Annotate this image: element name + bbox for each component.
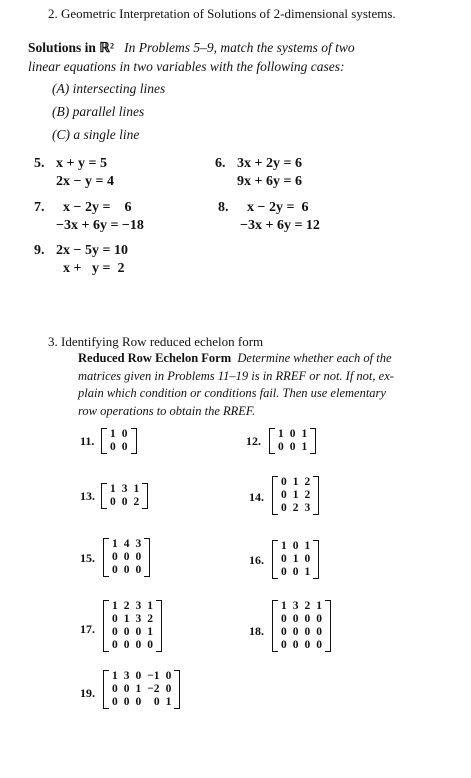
matrix-entry: 0 xyxy=(121,441,128,453)
matrix-entry: 0 xyxy=(281,626,287,638)
matrix-label-11: 11. xyxy=(80,434,95,448)
section-2-intro xyxy=(28,38,448,76)
matrix-entry: 0 xyxy=(112,639,118,651)
matrix-row xyxy=(278,639,325,652)
matrix-entries xyxy=(107,428,131,454)
matrix-entry: 3 xyxy=(135,613,142,625)
matrix-row xyxy=(109,683,174,696)
matrix-entry: 0 xyxy=(316,613,322,625)
problem-6 xyxy=(215,155,302,191)
matrix-entry: 1 xyxy=(292,489,299,501)
matrix-entry: 0 xyxy=(316,639,322,651)
matrix-entry: 4 xyxy=(123,538,130,550)
matrix-entry: 0 xyxy=(147,639,153,651)
matrix-row xyxy=(107,441,131,454)
matrix-16 xyxy=(272,540,319,579)
matrix-entries xyxy=(278,600,325,652)
matrix-entry: 0 xyxy=(292,613,299,625)
matrix-row xyxy=(109,626,156,639)
problem-5 xyxy=(34,155,114,191)
matrix-entry: 0 xyxy=(112,626,118,638)
matrix-entry: 0 xyxy=(281,613,287,625)
matrix-entry: 0 xyxy=(112,613,118,625)
matrix-entry: 0 xyxy=(135,564,142,576)
matrix-entry: 0 xyxy=(304,613,311,625)
matrix-entry: 0 xyxy=(165,683,172,695)
matrix-row xyxy=(278,502,313,515)
matrix-entry: 1 xyxy=(110,428,116,440)
matrix-entry: 1 xyxy=(304,566,311,578)
matrix-entry: 2 xyxy=(304,600,311,612)
matrix-entries xyxy=(109,538,144,577)
matrix-entry: 0 xyxy=(135,639,142,651)
matrix-entry: 1 xyxy=(112,538,118,550)
equation: x − 2y = 6 xyxy=(240,200,309,215)
matrix-entry: 0 xyxy=(292,566,299,578)
matrix-12 xyxy=(269,428,316,454)
matrix-entry: 1 xyxy=(110,483,116,495)
intro-text-line2: linear equations in two variables with the following cases: xyxy=(28,59,345,74)
equation: 2x − y = 4 xyxy=(56,174,114,189)
matrix-17 xyxy=(103,600,162,652)
matrix-entries xyxy=(278,476,313,515)
equation: −3x + 6y = 12 xyxy=(240,218,320,233)
matrix-row xyxy=(278,566,313,579)
problem-number: 5. xyxy=(34,156,45,171)
matrix-entry: 1 xyxy=(292,476,299,488)
matrix-entry: 1 xyxy=(304,540,311,552)
right-bracket xyxy=(142,483,148,509)
intro-text-line4: row operations to obtain the RREF. xyxy=(78,403,256,418)
matrix-row xyxy=(107,483,142,496)
matrix-entry: 0 xyxy=(278,441,284,453)
matrix-entry: 2 xyxy=(292,502,299,514)
right-bracket xyxy=(313,540,319,579)
matrix-label-15: 15. xyxy=(80,551,95,565)
problem-7 xyxy=(34,199,144,235)
matrix-row xyxy=(278,626,325,639)
matrix-entry: 0 xyxy=(123,564,130,576)
matrix-entry: 2 xyxy=(123,600,130,612)
matrix-entries xyxy=(107,483,142,509)
matrix-entry: 1 xyxy=(147,626,153,638)
equation: x + y = 2 xyxy=(56,261,125,276)
equation: 9x + 6y = 6 xyxy=(237,174,302,189)
matrix-entry: 0 xyxy=(289,428,296,440)
matrix-row xyxy=(109,600,156,613)
matrix-19 xyxy=(103,670,180,709)
matrix-entry: 0 xyxy=(112,564,118,576)
matrix-row xyxy=(278,553,313,566)
matrix-entry: 0 xyxy=(123,683,130,695)
matrix-row xyxy=(109,538,144,551)
section-3-heading: 3. Identifying Row reduced echelon form xyxy=(48,334,264,349)
matrix-row xyxy=(109,696,174,709)
matrix-13 xyxy=(101,483,148,509)
matrix-15 xyxy=(103,538,150,577)
matrix-entry: 1 xyxy=(278,428,284,440)
matrix-entry: 0 xyxy=(281,639,287,651)
matrix-entry: 3 xyxy=(292,600,299,612)
matrix-entry: 3 xyxy=(304,502,311,514)
matrix-entry: 0 xyxy=(135,551,142,563)
intro-text-line1: Determine whether each of the xyxy=(237,351,392,365)
matrix-entry: 1 xyxy=(316,600,322,612)
matrix-entry: 0 xyxy=(112,683,118,695)
right-bracket xyxy=(325,600,331,652)
matrix-entry: 0 xyxy=(281,489,287,501)
matrix-entry: 0 xyxy=(316,626,322,638)
matrix-entry: 0 xyxy=(121,428,128,440)
matrix-entry: 2 xyxy=(304,489,311,501)
matrix-entry: 1 xyxy=(301,428,308,440)
matrix-entry: 3 xyxy=(121,483,128,495)
matrix-entry: 1 xyxy=(135,683,142,695)
matrix-entry: 0 xyxy=(304,553,311,565)
matrix-entry: 1 xyxy=(112,670,118,682)
equation: x + y = 5 xyxy=(56,156,107,171)
matrix-entry: 2 xyxy=(304,476,311,488)
matrix-entry: 0 xyxy=(123,696,130,708)
matrix-entry: 1 xyxy=(165,696,172,708)
matrix-row xyxy=(109,564,144,577)
matrix-entry: 0 xyxy=(123,551,130,563)
problem-8 xyxy=(218,199,320,235)
matrix-entry: 1 xyxy=(281,540,287,552)
right-bracket xyxy=(144,538,150,577)
matrix-entry: 3 xyxy=(135,600,142,612)
matrix-entry: 1 xyxy=(292,553,299,565)
problem-number: 9. xyxy=(34,243,45,258)
matrix-entry: 0 xyxy=(121,496,128,508)
matrix-label-18: 18. xyxy=(249,624,264,638)
matrix-entries xyxy=(275,428,310,454)
matrix-entry: 1 xyxy=(123,613,130,625)
matrix-entry: 2 xyxy=(133,496,140,508)
intro-text-line2: matrices given in Problems 11–19 is in RREF or not. If not, ex- xyxy=(78,368,394,383)
right-bracket xyxy=(174,670,180,709)
matrix-entry: 0 xyxy=(165,670,172,682)
case-c: (C) a single line xyxy=(52,127,140,142)
matrix-11 xyxy=(101,428,137,454)
section-3-intro xyxy=(78,350,448,420)
matrix-entry: 0 xyxy=(292,639,299,651)
equation: 3x + 2y = 6 xyxy=(237,156,302,171)
problem-9 xyxy=(34,242,128,278)
matrix-row xyxy=(278,600,325,613)
matrix-entry: 1 xyxy=(147,600,153,612)
matrix-entry: −2 xyxy=(147,683,160,695)
matrix-entry: 0 xyxy=(304,639,311,651)
matrix-row xyxy=(107,496,142,509)
intro-bold-title: Reduced Row Echelon Form xyxy=(78,351,232,365)
matrix-entry: 0 xyxy=(304,626,311,638)
matrix-row xyxy=(275,441,310,454)
matrix-row xyxy=(109,639,156,652)
matrix-entry: 0 xyxy=(281,566,287,578)
matrix-entry: 0 xyxy=(110,441,116,453)
matrix-14 xyxy=(272,476,319,515)
problem-number: 7. xyxy=(34,200,45,215)
section-2-heading: 2. Geometric Interpretation of Solutions of 2-dimensional systems. xyxy=(48,6,396,21)
matrix-entry: 1 xyxy=(133,483,140,495)
matrix-entry: 1 xyxy=(281,600,287,612)
matrix-18 xyxy=(272,600,331,652)
case-a: (A) intersecting lines xyxy=(52,81,166,96)
matrix-entry: 0 xyxy=(292,626,299,638)
matrix-row xyxy=(107,428,131,441)
right-bracket xyxy=(310,428,316,454)
matrix-entry: 0 xyxy=(153,696,160,708)
matrix-label-16: 16. xyxy=(249,553,264,567)
right-bracket xyxy=(313,476,319,515)
matrix-row xyxy=(109,670,174,683)
equation: x − 2y = 6 xyxy=(56,200,132,215)
matrix-label-19: 19. xyxy=(80,686,95,700)
matrix-entry: 0 xyxy=(123,639,130,651)
matrix-entry: 0 xyxy=(135,670,142,682)
right-bracket xyxy=(156,600,162,652)
problem-number: 6. xyxy=(215,156,226,171)
matrix-entry: 3 xyxy=(123,670,130,682)
matrix-entry: 0 xyxy=(112,551,118,563)
matrix-entries xyxy=(109,670,174,709)
matrix-entry: 0 xyxy=(281,553,287,565)
matrix-label-17: 17. xyxy=(80,622,95,636)
matrix-row xyxy=(278,540,313,553)
matrix-row xyxy=(109,551,144,564)
matrix-entry: 1 xyxy=(301,441,308,453)
matrix-entry: 0 xyxy=(110,496,116,508)
matrix-entry: 0 xyxy=(112,696,118,708)
matrix-entry: 0 xyxy=(135,696,142,708)
intro-bold-title: Solutions in ℝ² xyxy=(28,40,115,55)
matrix-row xyxy=(275,428,310,441)
matrix-entry: 1 xyxy=(112,600,118,612)
matrix-label-12: 12. xyxy=(246,434,261,448)
matrix-entry: 0 xyxy=(292,540,299,552)
equation: −3x + 6y = −18 xyxy=(56,218,144,233)
matrix-entry: 3 xyxy=(135,538,142,550)
matrix-entry: −1 xyxy=(147,670,160,682)
matrix-row xyxy=(278,613,325,626)
right-bracket xyxy=(131,428,137,454)
matrix-entry: 0 xyxy=(281,502,287,514)
matrix-entry: 0 xyxy=(281,476,287,488)
matrix-entry: 0 xyxy=(289,441,296,453)
intro-text-line1: In Problems 5–9, match the systems of two xyxy=(124,40,355,55)
matrix-entries xyxy=(278,540,313,579)
matrix-entry: 0 xyxy=(123,626,130,638)
matrix-label-13: 13. xyxy=(80,489,95,503)
problem-number: 8. xyxy=(218,200,229,215)
intro-text-line3: plain which condition or conditions fail. Then use elementary xyxy=(78,386,386,400)
matrix-row xyxy=(278,489,313,502)
matrix-entry: 2 xyxy=(147,613,153,625)
matrix-entries xyxy=(109,600,156,652)
matrix-label-14: 14. xyxy=(249,490,264,504)
equation: 2x − 5y = 10 xyxy=(56,243,128,258)
case-b: (B) parallel lines xyxy=(52,104,145,119)
matrix-entry: 0 xyxy=(135,626,142,638)
matrix-row xyxy=(278,476,313,489)
matrix-row xyxy=(109,613,156,626)
